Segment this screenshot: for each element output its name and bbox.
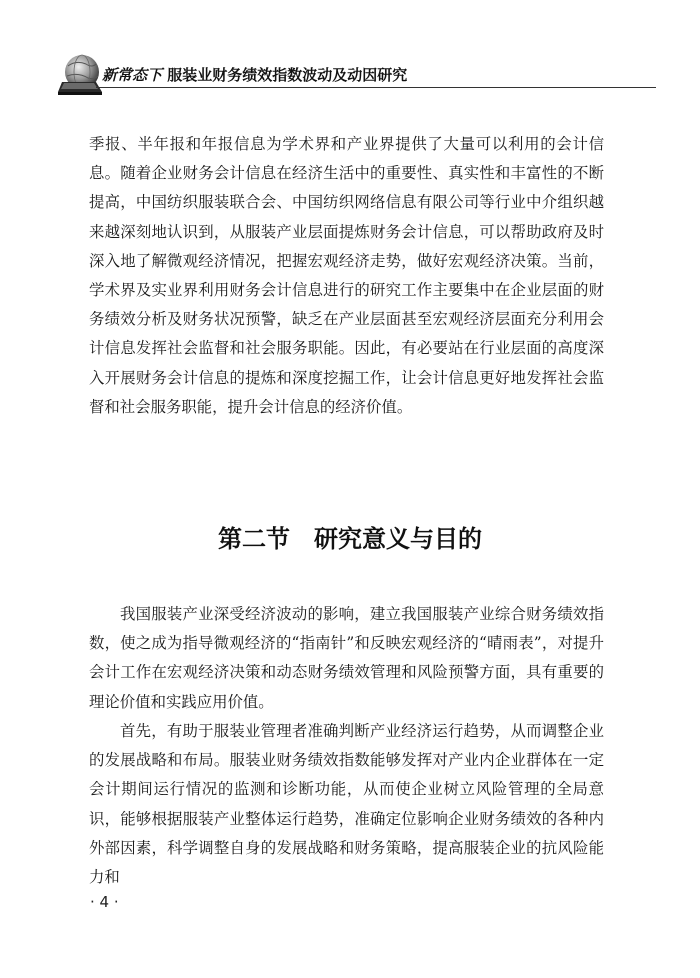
header-title: [102, 64, 407, 85]
body-paragraph-3: 首先，有助于服装业管理者准确判断产业经济运行趋势，从而调整企业的发展战略和布局。服装业财务绩效指数能够发挥对产业内企业群体在一定会计期间运行情况的监测和诊断功能，从而使企业树立风险管理的全局意识，能够根据服装产业整体运行趋势，准确定位影响企业财务绩效的各种内外部因素，科学调整自身的发展战略和财务策略，提高服装企业的抗风险能力和: [89, 722, 604, 887]
section-heading: 第二节 研究意义与目的: [218, 525, 482, 553]
header-divider: [96, 87, 656, 88]
book-title: 服装业财务绩效指数波动及动因研究: [167, 66, 408, 84]
body-paragraph-1: 季报、半年报和年报信息为学术界和产业界提供了大量可以利用的会计信息。随着企业财务会计信息在经济生活中的重要性、真实性和丰富性的不断提高，中国纺织服装联合会、中国纺织网络信息有限公司等行业中介组织越来越深刻地认识到，从服装产业层面提炼财务会计信息，可以帮助政府及时深入地了解微观经济情况，把握宏观经济走势，做好宏观经济决策。当前，学术界及实业界利用财务会计信息进行的研究工作主要集中在企业层面的财务绩效分析及财务状况预警，缺乏在产业层面甚至宏观经济层面充分利用会计信息发挥社会监督和社会服务职能。因此，有必要站在行业层面的高度深入开展财务会计信息的提炼和深度挖掘工作，让会计信息更好地发挥社会监督和社会服务职能，提升会计信息的经济价值。: [89, 135, 604, 416]
page-number: · 4 ·: [90, 893, 119, 911]
globe-laptop-icon: [56, 52, 108, 98]
running-header: [56, 52, 656, 102]
series-title: 新常态下: [102, 66, 163, 84]
body-paragraph-2: 我国服装产业深受经济波动的影响，建立我国服装产业综合财务绩效指数，使之成为指导微观经济的“指南针”和反映宏观经济的“晴雨表”，对提升会计工作在宏观经济决策和动态财务绩效管理和风险预警方面，具有重要的理论价值和实践应用价值。: [89, 605, 604, 711]
